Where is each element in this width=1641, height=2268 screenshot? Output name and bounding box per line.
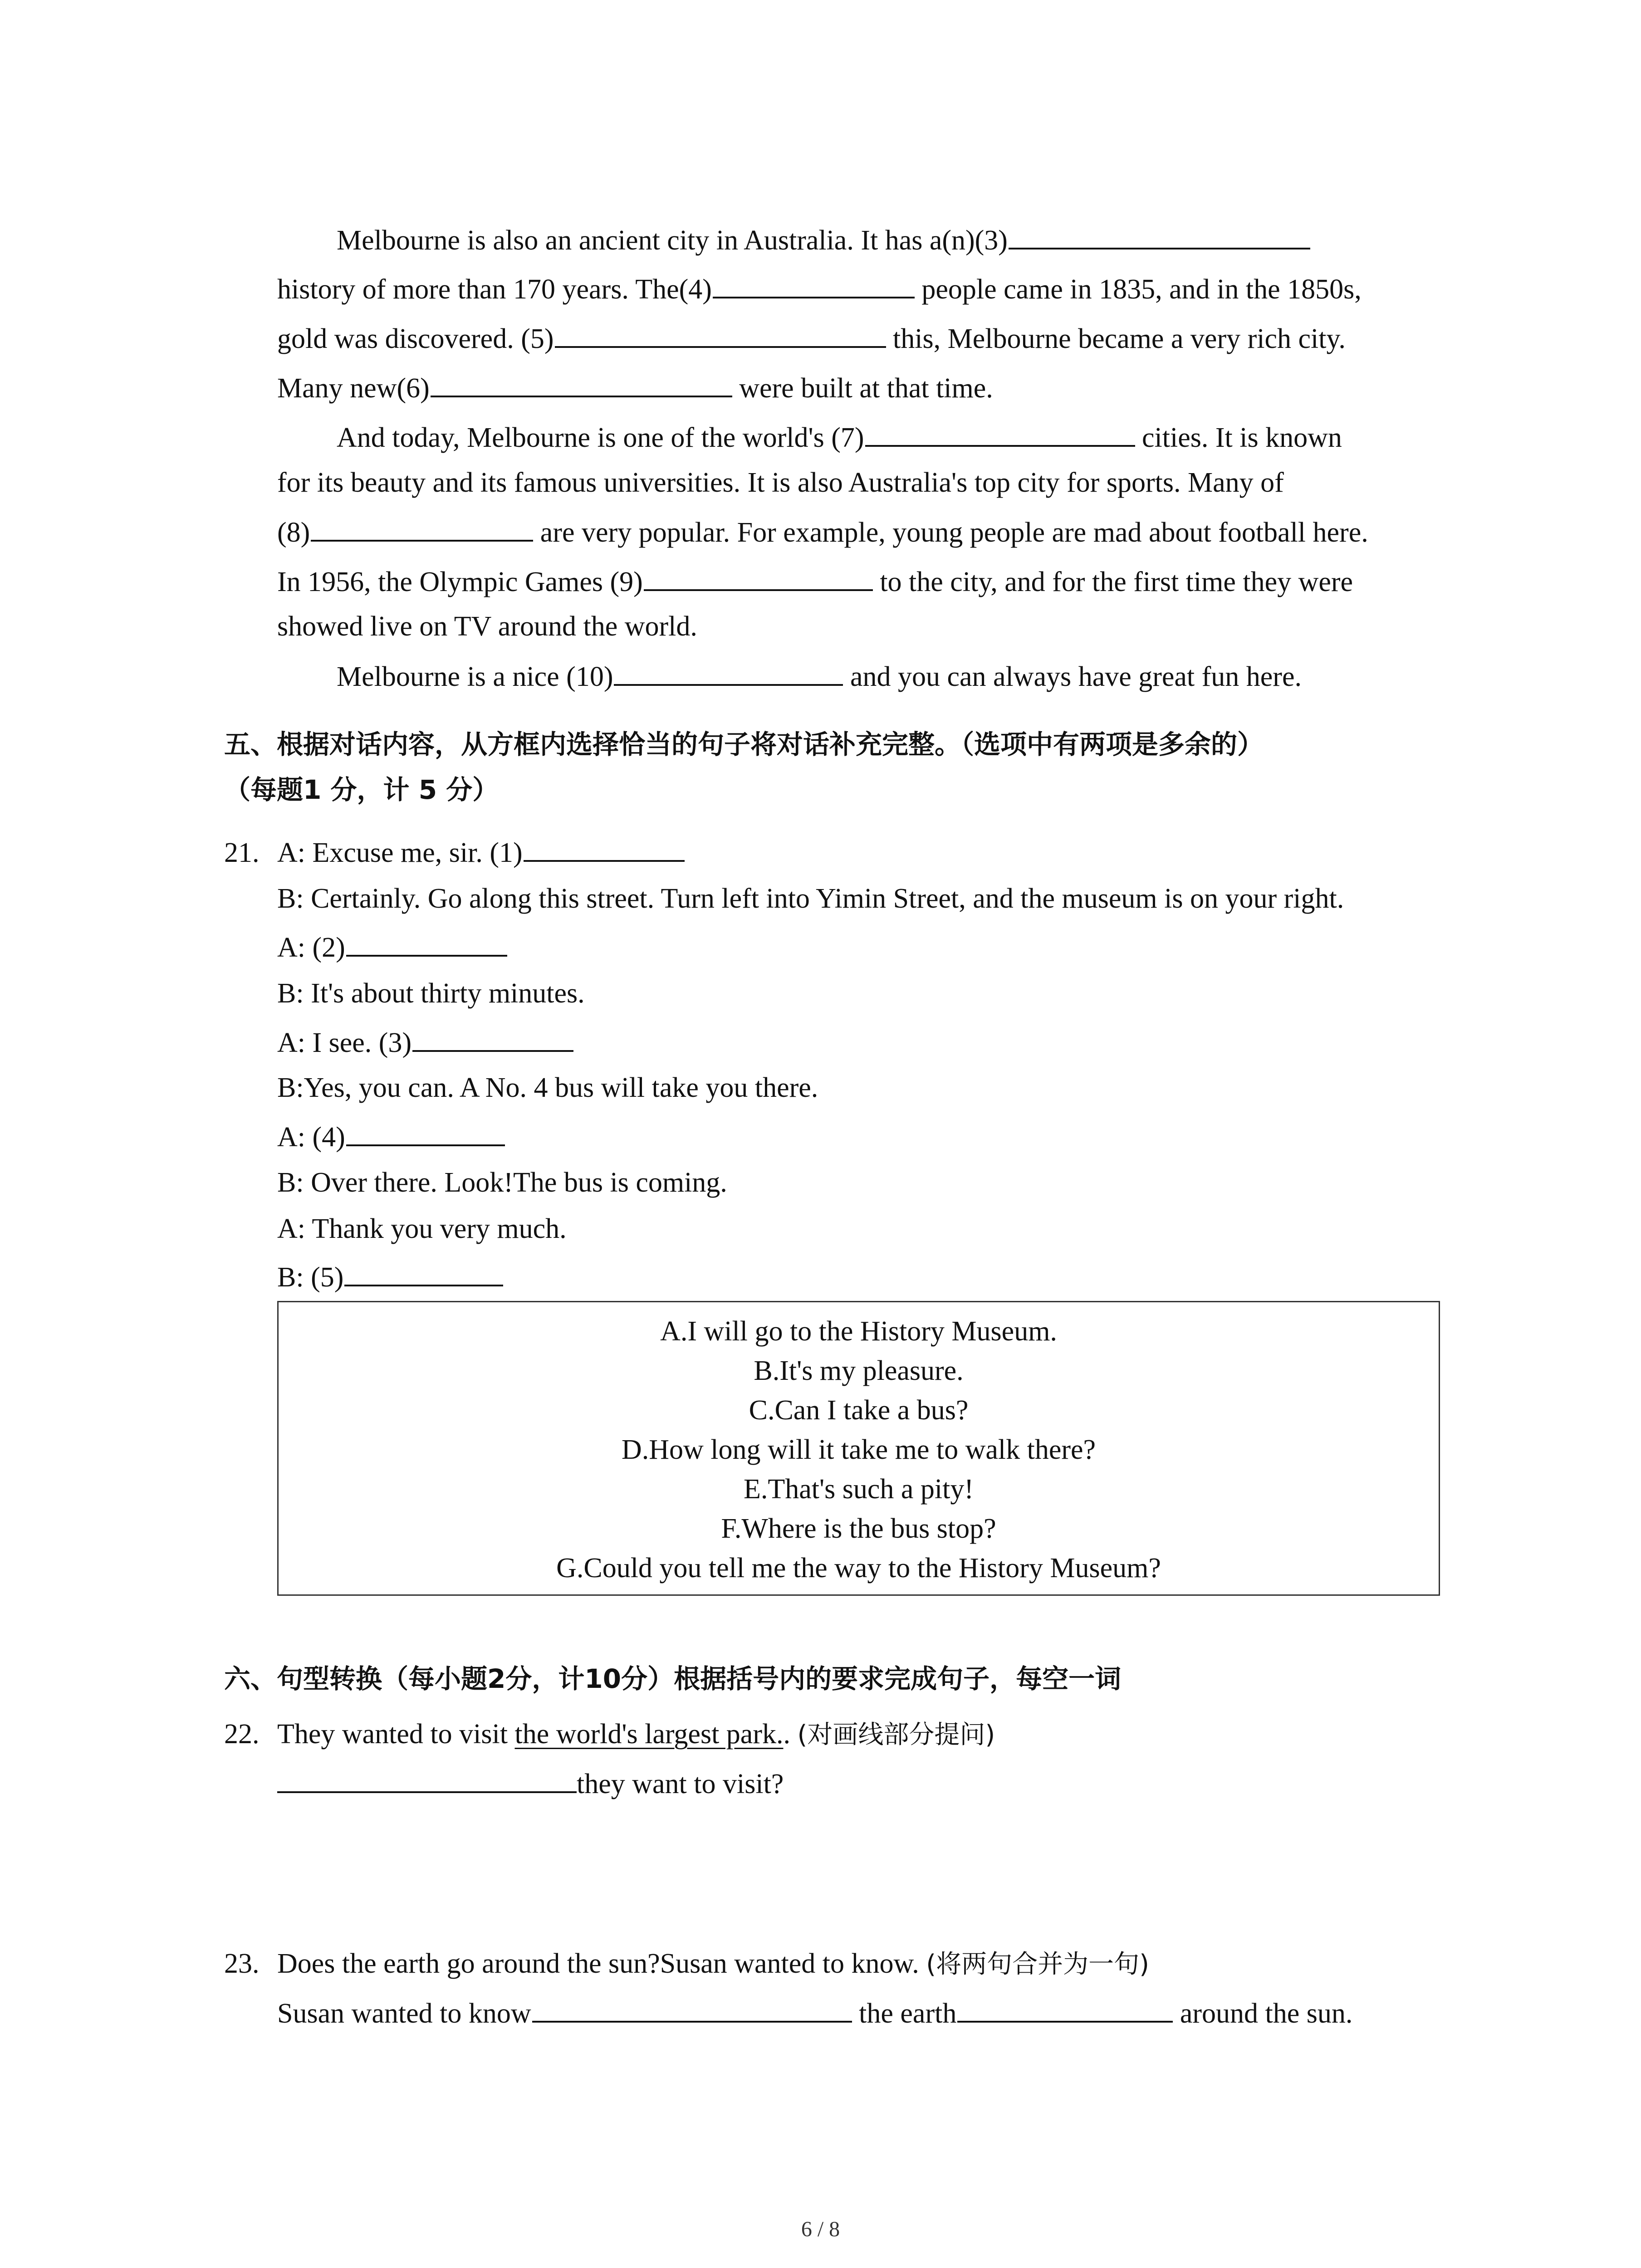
passage-text: to the city, and for the first time they were <box>872 567 1353 597</box>
passage-line <box>337 418 1507 458</box>
answer-blank-23-1[interactable] <box>532 1994 852 2023</box>
answer-blank-3[interactable] <box>1009 221 1310 249</box>
answer-line <box>277 1994 1448 2033</box>
passage-text: are very popular. For example, young people are mad about football here. <box>533 517 1368 548</box>
dialogue-line <box>277 1257 1448 1297</box>
question-line <box>277 1714 1448 1755</box>
answer-blank-21-5[interactable] <box>344 1258 503 1286</box>
option-g: G.Could you tell me the way to the History Museum? <box>556 1553 1161 1584</box>
answer-blank-21-3[interactable] <box>412 1024 573 1052</box>
page-number: 6 / 8 <box>801 2217 840 2241</box>
answer-line <box>277 1764 1448 1804</box>
question-number: 23. <box>224 1948 260 1979</box>
question-text: Does the earth go around the sun?Susan wanted to know. <box>277 1948 926 1979</box>
passage-line <box>277 269 1448 309</box>
dialogue-line: B: Over there. Look!The bus is coming. <box>277 1167 727 1198</box>
option-a: A.I will go to the History Museum. <box>660 1316 1057 1347</box>
passage-text: And today, Melbourne is one of the world's (7) <box>337 422 864 453</box>
dialogue-line <box>277 1023 1448 1063</box>
passage-line <box>277 562 1448 602</box>
section-heading: 六、句型转换（每小题2分，计10分）根据括号内的要求完成句子，每空一词 <box>224 1663 1122 1694</box>
passage-text: cities. It is known <box>1135 422 1342 453</box>
passage-text: people came in 1835, and in the 1850s, <box>914 274 1362 305</box>
passage-text: for its beauty and its famous universities. It is also Australia's top city for sports. Many of <box>277 467 1284 498</box>
question-number: 22. <box>224 1719 260 1750</box>
dialogue-line: B: It's about thirty minutes. <box>277 978 585 1009</box>
passage-text: history of more than 170 years. The(4) <box>277 274 712 305</box>
passage-text: Many new(6) <box>277 373 430 404</box>
answer-text: around the sun. <box>1173 1998 1353 2029</box>
instruction-text: (对画线部分提问) <box>797 1720 995 1750</box>
passage-text: (8) <box>277 517 310 548</box>
dialogue-line: B: Certainly. Go along this street. Turn left into Yimin Street, and the museum is on your right. <box>277 883 1344 914</box>
dialogue-line <box>277 1117 1448 1157</box>
answer-blank-21-1[interactable] <box>524 834 685 862</box>
passage-line <box>277 368 1448 408</box>
dialogue-line <box>277 833 1448 873</box>
passage-line <box>277 319 1448 359</box>
dialogue-text: A: (4) <box>277 1122 345 1153</box>
answer-text: they want to visit? <box>577 1769 784 1799</box>
passage-text: were built at that time. <box>732 373 993 404</box>
question-text: . <box>783 1719 798 1750</box>
passage-text: showed live on TV around the world. <box>277 611 697 642</box>
passage-text: In 1956, the Olympic Games (9) <box>277 567 643 597</box>
dialogue-line <box>277 928 1448 968</box>
dialogue-line: B:Yes, you can. A No. 4 bus will take you there. <box>277 1072 818 1103</box>
answer-blank-6[interactable] <box>431 369 732 397</box>
passage-text: gold was discovered. (5) <box>277 323 554 354</box>
passage-line <box>337 657 1507 697</box>
dialogue-line: A: Thank you very much. <box>277 1213 567 1244</box>
options-box <box>277 1301 1440 1596</box>
section-heading: （每题1 分，计 5 分） <box>224 774 499 805</box>
passage-line <box>277 463 1448 503</box>
question-line <box>277 1944 1448 1984</box>
passage-line <box>277 513 1448 552</box>
passage-line <box>337 220 1507 260</box>
answer-blank-9[interactable] <box>644 563 873 591</box>
dialogue-text: A: (2) <box>277 932 345 963</box>
option-f: F.Where is the bus stop? <box>721 1513 996 1544</box>
section-heading: 五、根据对话内容，从方框内选择恰当的句子将对话补充完整。（选项中有两项是多余的） <box>224 729 1264 760</box>
dialogue-text: A: I see. (3) <box>277 1027 412 1058</box>
answer-blank-8[interactable] <box>311 513 533 542</box>
answer-blank-4[interactable] <box>713 270 915 298</box>
instruction-text: (将两句合并为一句) <box>926 1950 1149 1979</box>
answer-blank-23-2[interactable] <box>957 1994 1173 2023</box>
passage-text: and you can always have great fun here. <box>843 661 1302 692</box>
passage-text: Melbourne is also an ancient city in Australia. It has a(n)(3) <box>337 225 1008 256</box>
question-text: They wanted to visit <box>277 1719 515 1750</box>
answer-blank-22[interactable] <box>277 1765 577 1793</box>
option-e: E.That's such a pity! <box>743 1474 974 1505</box>
answer-blank-5[interactable] <box>555 320 886 348</box>
passage-text: this, Melbourne became a very rich city. <box>886 323 1346 354</box>
dialogue-text: B: (5) <box>277 1262 344 1293</box>
passage-text: Melbourne is a nice (10) <box>337 661 613 692</box>
answer-text: Susan wanted to know <box>277 1998 531 2029</box>
dialogue-text: A: Excuse me, sir. (1) <box>277 837 523 868</box>
passage-line <box>277 606 1448 646</box>
answer-blank-21-4[interactable] <box>346 1118 505 1146</box>
question-number: 21. <box>224 837 260 868</box>
answer-text: the earth <box>852 1998 957 2029</box>
option-c: C.Can I take a bus? <box>749 1395 969 1426</box>
answer-blank-10[interactable] <box>614 658 843 686</box>
answer-blank-21-2[interactable] <box>346 929 507 957</box>
option-d: D.How long will it take me to walk there? <box>621 1434 1096 1465</box>
underlined-phrase: the world's largest park. <box>514 1719 784 1750</box>
option-b: B.It's my pleasure. <box>754 1355 964 1386</box>
answer-blank-7[interactable] <box>865 419 1135 447</box>
